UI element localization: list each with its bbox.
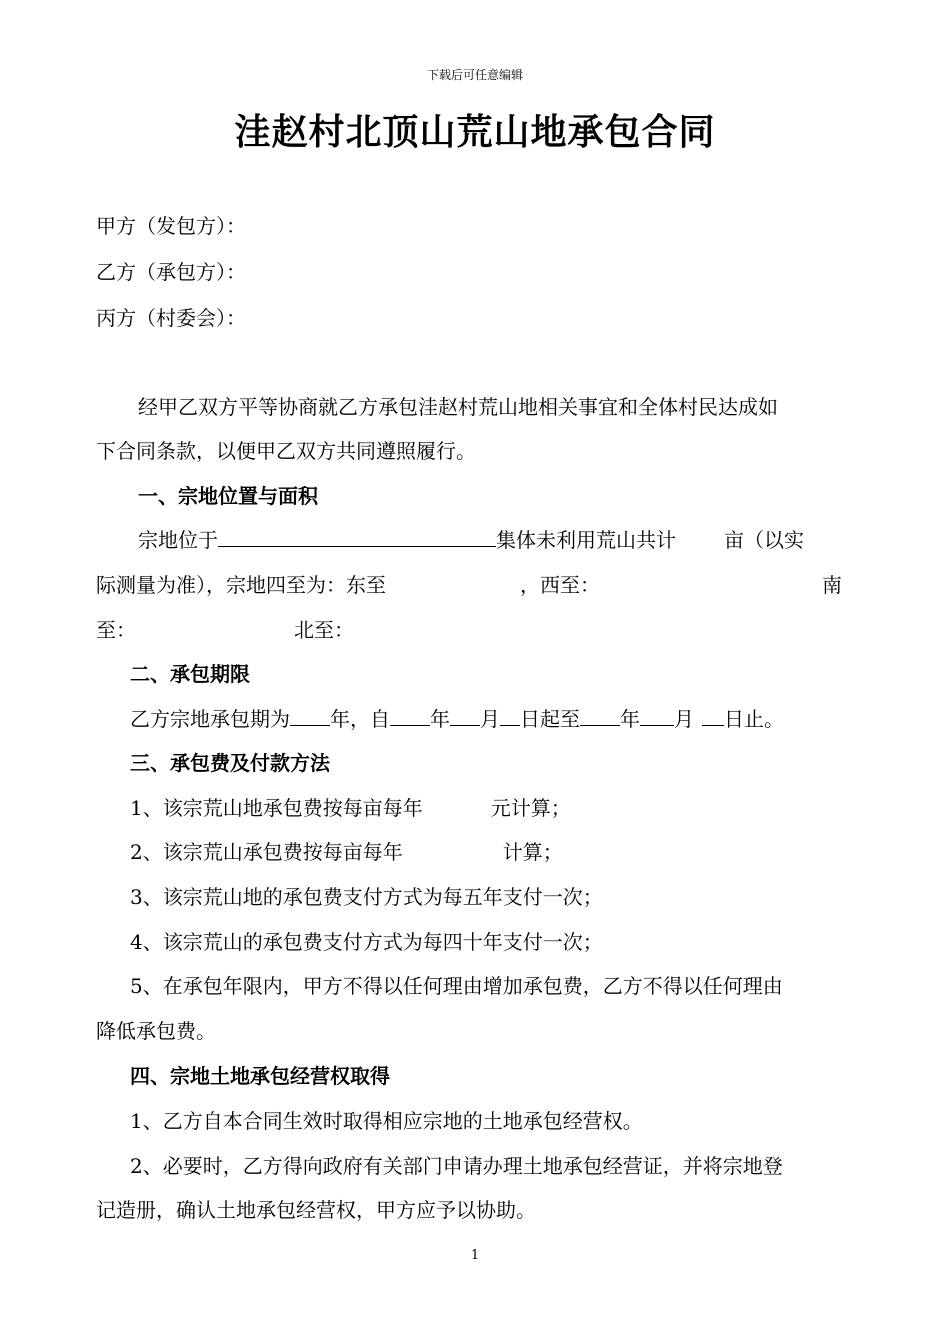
section-3-item-1 xyxy=(130,792,571,821)
end-year-blank xyxy=(580,705,620,726)
area-label: 集体未利用荒山共计 xyxy=(496,528,676,552)
section-3-item-2 xyxy=(130,836,563,865)
section-3-item-5-line-1: 5、在承包年限内，甲方不得以任何理由增加承包费，乙方不得以任何理由 xyxy=(130,974,783,998)
end-day-blank xyxy=(702,705,724,726)
section-3-heading: 三、承包费及付款方法 xyxy=(130,751,330,775)
section-1-line-2 xyxy=(96,569,600,598)
section-1-line-3 xyxy=(96,614,354,643)
section-4-item-1: 1、乙方自本合同生效时取得相应宗地的土地承包经营权。 xyxy=(130,1109,643,1133)
start-year-blank xyxy=(390,705,430,726)
page-title: 洼赵村北顶山荒山地承包合同 xyxy=(234,111,716,153)
term-from-label: 年，自 xyxy=(330,707,390,731)
term-years-blank xyxy=(290,705,330,726)
end-month-blank xyxy=(640,705,674,726)
south-boundary-cont: 至： xyxy=(96,618,136,642)
section-1-line-1 xyxy=(138,524,804,553)
start-month-label: 月 xyxy=(480,707,500,731)
intro-line-1: 经甲乙双方平等协商就乙方承包洼赵村荒山地相关事宜和全体村民达成如 xyxy=(138,395,778,419)
end-year-label: 年 xyxy=(620,707,640,731)
start-month-blank xyxy=(450,705,480,726)
start-year-label: 年 xyxy=(430,707,450,731)
term-to-label: 日起至 xyxy=(520,707,580,731)
location-blank xyxy=(218,526,496,547)
term-end-label: 日止。 xyxy=(724,707,784,731)
south-boundary-label: 南 xyxy=(822,573,842,597)
fee-item-1-label: 1、该宗荒山地承包费按每亩每年 xyxy=(130,796,423,820)
section-2-term-line xyxy=(130,703,784,732)
north-boundary-label: 北至： xyxy=(294,618,354,642)
east-boundary-label: 际测量为准），宗地四至为：东至 xyxy=(96,573,386,597)
section-1-heading: 一、宗地位置与面积 xyxy=(138,484,318,508)
term-label: 乙方宗地承包期为 xyxy=(130,707,290,731)
start-day-blank xyxy=(500,705,520,726)
section-3-item-5-line-2: 降低承包费。 xyxy=(96,1019,216,1043)
party-b-line: 乙方（承包方）： xyxy=(96,260,246,284)
section-4-item-2-line-2: 记造册，确认土地承包经营权，甲方应予以协助。 xyxy=(96,1198,536,1222)
location-label: 宗地位于 xyxy=(138,528,218,552)
west-boundary-label: ，西至： xyxy=(520,573,600,597)
page-number: 1 xyxy=(470,1248,480,1263)
section-3-item-4: 4、该宗荒山的承包费支付方式为每四十年支付一次； xyxy=(130,930,603,954)
area-unit: 亩（以实 xyxy=(724,528,804,552)
section-4-heading: 四、宗地土地承包经营权取得 xyxy=(130,1064,390,1088)
header-note: 下载后可任意编辑 xyxy=(426,68,523,82)
fee-item-1-unit: 元计算； xyxy=(490,796,571,820)
section-3-item-3: 3、该宗荒山地的承包费支付方式为每五年支付一次； xyxy=(130,885,603,909)
intro-line-2: 下合同条款，以便甲乙双方共同遵照履行。 xyxy=(96,439,476,463)
fee-item-2-label: 2、该宗荒山承包费按每亩每年 xyxy=(130,840,403,864)
section-2-heading: 二、承包期限 xyxy=(130,662,250,686)
end-month-label: 月 xyxy=(674,707,694,731)
party-a-line: 甲方（发包方）： xyxy=(96,214,246,238)
party-c-line: 丙方（村委会）： xyxy=(96,306,246,330)
section-4-item-2-line-1: 2、必要时，乙方得向政府有关部门申请办理土地承包经营证，并将宗地登 xyxy=(130,1154,783,1178)
fee-item-2-unit: 计算； xyxy=(502,840,563,864)
